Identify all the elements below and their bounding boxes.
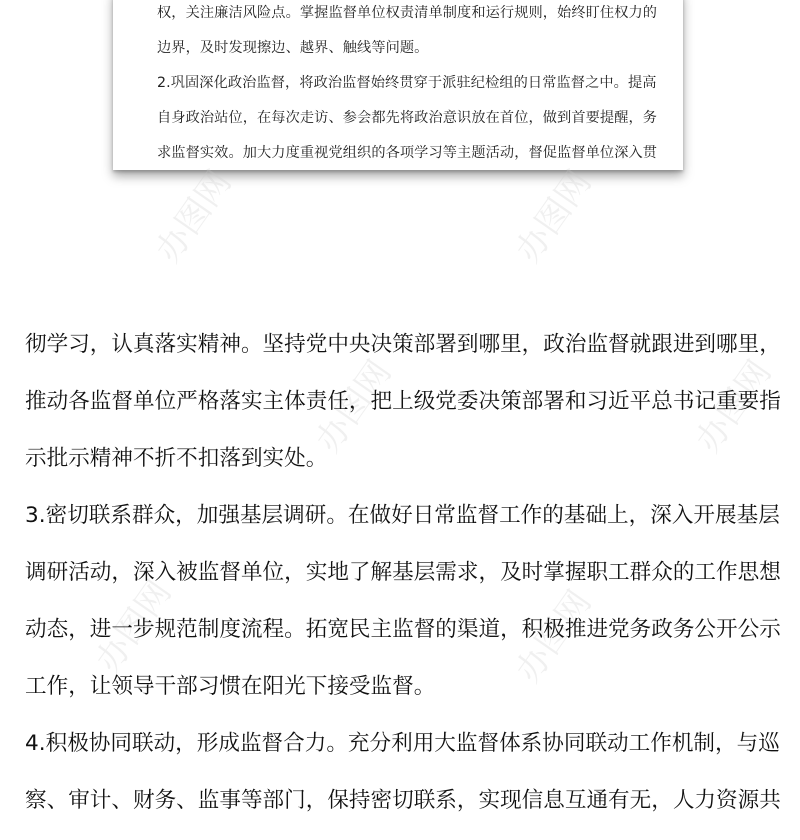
- body-line: 4.积极协同联动，形成监督合力。充分利用大监督体系协同联动工作机制，与巡: [25, 731, 780, 756]
- body-line: 示批示精神不折不扣落到实处。: [25, 446, 328, 471]
- card-line: 边界，及时发现擦边、越界、触线等问题。: [157, 40, 429, 56]
- document-preview-card: [113, 0, 683, 170]
- watermark: 办图网: [308, 353, 400, 460]
- body-line: 3.密切联系群众，加强基层调研。在做好日常监督工作的基础上，深入开展基层: [25, 503, 780, 528]
- watermark: 办图网: [508, 163, 600, 270]
- body-line: 察、审计、财务、监事等部门，保持密切联系，实现信息互通有无，人力资源共: [25, 788, 781, 813]
- body-line: 动态，进一步规范制度流程。拓宽民主监督的渠道，积极推进党务政务公开公示: [25, 617, 781, 642]
- body-line: 工作，让领导干部习惯在阳光下接受监督。: [25, 674, 436, 699]
- body-line: 调研活动，深入被监督单位，实地了解基层需求，及时掌握职工群众的工作思想: [25, 560, 781, 585]
- body-line: 推动各监督单位严格落实主体责任，把上级党委决策部署和习近平总书记重要指: [25, 389, 781, 414]
- card-line: 2.巩固深化政治监督，将政治监督始终贯穿于派驻纪检组的日常监督之中。提高: [157, 75, 657, 91]
- card-line: 求监督实效。加大力度重视党组织的各项学习等主题活动，督促监督单位深入贯: [157, 145, 658, 161]
- card-text: [157, 0, 658, 175]
- watermark: 办图网: [508, 583, 600, 690]
- watermark: 办图网: [688, 353, 780, 460]
- card-line: 权，关注廉洁风险点。掌握监督单位权责清单制度和运行规则，始终盯住权力的: [157, 5, 658, 21]
- document-body: [25, 327, 785, 840]
- card-line: 自身政治站位，在每次走访、参会都先将政治意识放在首位，做到首要提醒，务: [157, 110, 658, 126]
- watermark: 办图网: [148, 163, 240, 270]
- watermark: 办图网: [88, 573, 180, 680]
- body-line: 彻学习，认真落实精神。坚持党中央决策部署到哪里，政治监督就跟进到哪里，: [25, 332, 781, 357]
